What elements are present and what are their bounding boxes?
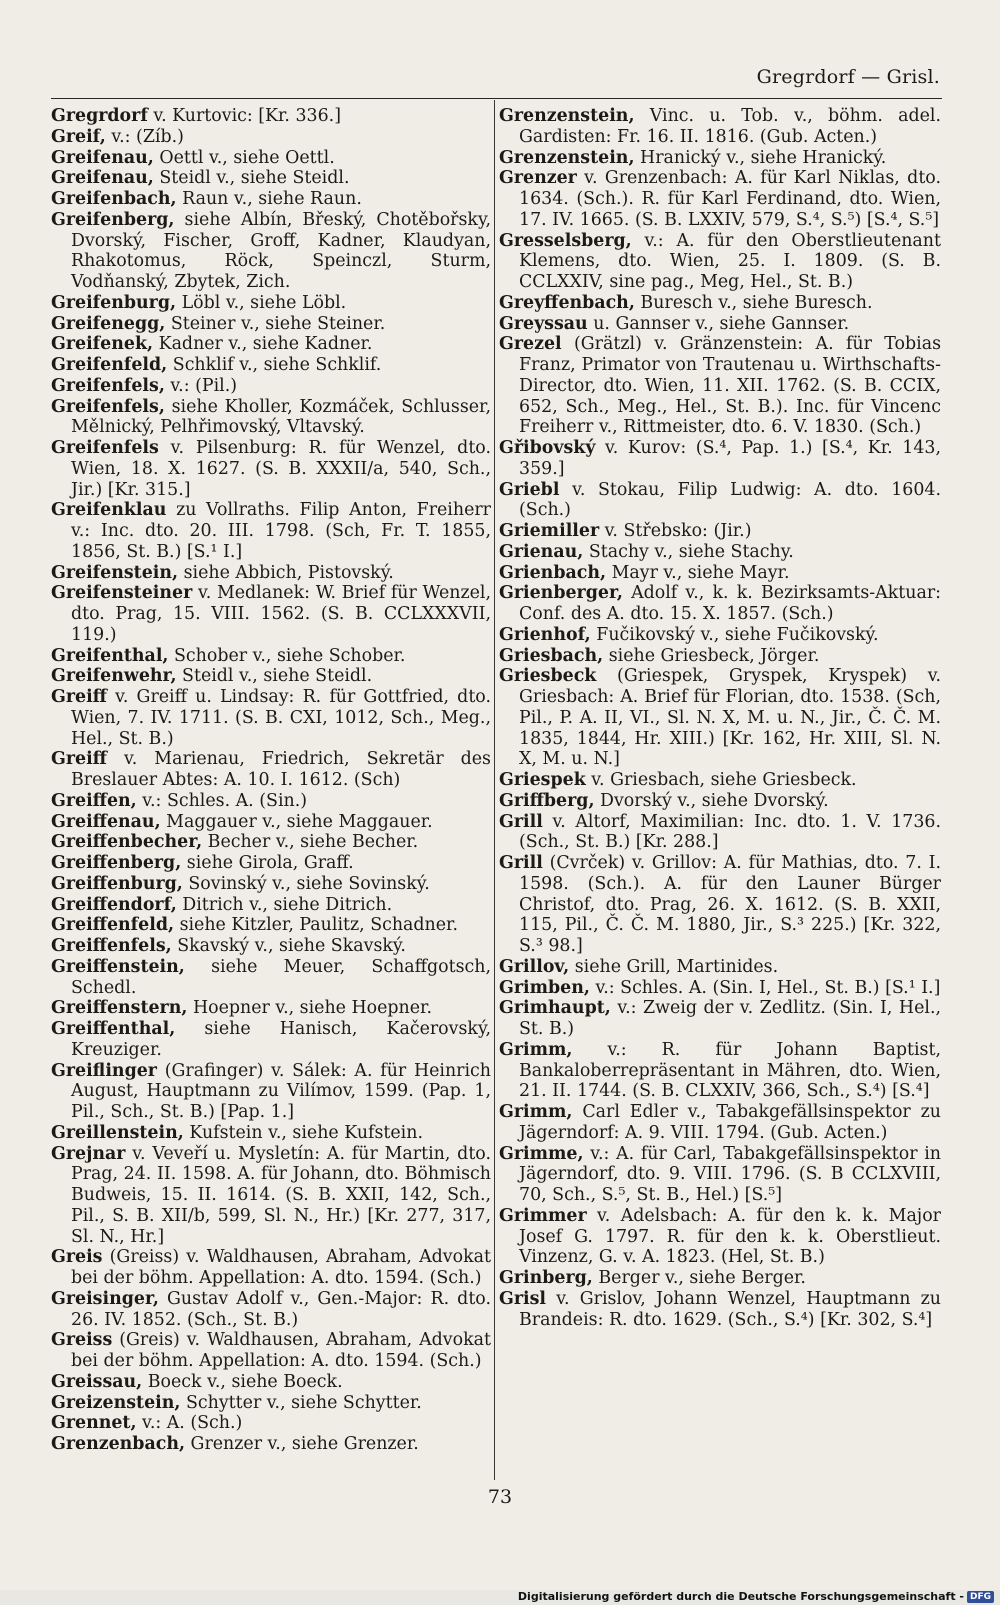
entry-text: Stachy v., siehe Stachy.: [583, 541, 794, 562]
entry-headword: Grimme,: [499, 1143, 584, 1164]
entry-text: Buresch v., siehe Buresch.: [634, 292, 873, 313]
entry-text: Maggauer v., siehe Maggauer.: [160, 811, 433, 832]
entry-text: (Grätzl) v. Gränzenstein: A. für Tobias Franz, Primator von Trautenau u. Wirthschafts-Director, dto. Wien, 11. XII. 1762. (S. B. CCIX, 652, Sch., Meg., Hel., St. B.). Inc. für Vincenc Freiherr v., Rittmeister, dto. 6. V. 1830. (Sch.): [519, 334, 941, 438]
register-entry: [499, 770, 941, 791]
register-entry: [499, 1268, 941, 1289]
register-entry: [499, 168, 941, 230]
column-divider: [494, 100, 495, 1480]
entry-text: Vinc. u. Tob. v., böhm. adel. Gardisten: Fr. 16. II. 1816. (Gub. Acten.): [519, 106, 941, 147]
entry-text: (Griespek, Gryspek, Kryspek) v. Griesbach: A. Brief für Florian, dto. 1538. (Sch, Pil., P. A. II, VI., Sl. N. X, M. u. N., Jir., Č. Č. M. 1835, 1844, Hr. XIII.) [Kr. 162, Hr. XIII, Sl. N. X, M. u. N.]: [519, 666, 941, 770]
entry-text: v. Kurtovic: [Kr. 336.]: [147, 106, 341, 126]
entry-headword: Griesbeck: [499, 666, 597, 687]
entry-headword: Grillov,: [499, 956, 570, 977]
entry-headword: Grimmer: [499, 1205, 587, 1226]
register-entry: [51, 293, 491, 314]
entry-text: Skavský v., siehe Skavský.: [171, 936, 406, 956]
entry-headword: Grenzer: [499, 168, 577, 189]
digitization-credit: [518, 1590, 994, 1603]
register-entry: [499, 998, 941, 1040]
entry-headword: Greifenau,: [51, 147, 154, 168]
entry-text: (Cvrček) v. Grillov: A. für Mathias, dto. 7. I. 1598. (Sch.). A. für den Launer Bürger Christof, dto. Prag, 26. X. 1612. (S. B. XXII, 115, Pil., Č. Č. M. 1880, Jir., S.³ 225.) [Kr. 322, S.³ 98.]: [519, 853, 941, 956]
entry-headword: Gresselsberg,: [499, 230, 632, 251]
entry-text: siehe Griesbeck, Jörger.: [603, 645, 820, 666]
entry-headword: Greifenegg,: [51, 313, 166, 334]
entry-headword: Greisinger,: [51, 1288, 159, 1309]
entry-text: siehe Girola, Graff.: [181, 853, 354, 873]
entry-headword: Grisl: [499, 1288, 547, 1309]
entry-headword: Greifenfels,: [51, 375, 165, 396]
entry-text: Dvorský v., siehe Dvorský.: [594, 790, 829, 811]
register-entry: [51, 1372, 491, 1393]
running-head: Gregrdorf — Grisl.: [756, 66, 940, 88]
entry-headword: Greiffen,: [51, 790, 137, 811]
register-entry: [51, 1061, 491, 1123]
entry-headword: Grinberg,: [499, 1268, 593, 1288]
register-entry: [51, 210, 491, 293]
entry-headword: Grezel: [499, 334, 562, 355]
register-entry: [51, 1247, 491, 1289]
register-entry: [499, 957, 941, 978]
register-entry: [499, 625, 941, 646]
register-entry: [51, 666, 491, 687]
entry-text: v.: Schles. A. (Sin. I, Hel., St. B.) [S.¹ I.]: [589, 977, 941, 998]
entry-text: siehe Abbich, Pistovský.: [178, 562, 394, 583]
entry-headword: Greiffenberg,: [51, 853, 182, 873]
register-entry: [499, 978, 941, 999]
entry-text: Kufstein v., siehe Kufstein.: [183, 1122, 423, 1143]
entry-headword: Gřibovský: [499, 438, 596, 458]
entry-text: (Grafinger) v. Sálek: A. für Heinrich August, Hauptmann zu Vilímov, 1599. (Pap. 1, Pil., Sch., St. B.) [Pap. 1.]: [71, 1060, 491, 1122]
entry-text: v. Altorf, Maximilian: Inc. dto. 1. V. 1736. (Sch., St. B.) [Kr. 288.]: [519, 811, 941, 853]
entry-headword: Grill: [499, 811, 543, 832]
register-entry: [51, 915, 491, 936]
register-entry: [51, 355, 491, 376]
register-entry: [51, 874, 491, 895]
register-entry: [51, 687, 491, 749]
entry-headword: Greizenstein,: [51, 1392, 181, 1413]
register-entry: [499, 791, 941, 812]
entry-headword: Griebl: [499, 479, 560, 500]
entry-headword: Greiffenstern,: [51, 998, 188, 1019]
entry-headword: Greifenklau: [51, 500, 167, 521]
register-entry: [499, 853, 941, 957]
entry-text: Hranický v., siehe Hranický.: [634, 147, 887, 168]
entry-text: Ditrich v., siehe Ditrich.: [176, 894, 393, 915]
entry-text: u. Gannser v., siehe Gannser.: [587, 313, 850, 334]
register-entry: [51, 1434, 491, 1455]
entry-headword: Grienau,: [499, 541, 584, 562]
register-entry: [51, 127, 491, 148]
register-entry: [51, 1289, 491, 1331]
entry-text: v. Veveří u. Mysletín: A. für Martin, dto. Prag, 24. II. 1598. A. für Johann, dto. Böhmisch Budweis, 15. II. 1614. (S. B. XXII, 142, Sch., Pil., S. B. XII/b, 599, Sl. N., Hr.) [Kr. 277, 317, Sl. N., Hr.]: [71, 1143, 491, 1247]
register-entry: [51, 189, 491, 210]
entry-headword: Greifenwehr,: [51, 666, 177, 687]
register-entry: [51, 106, 491, 127]
entry-text: Löbl v., siehe Löbl.: [176, 292, 347, 313]
register-entry: [499, 542, 941, 563]
register-entry: [51, 646, 491, 667]
entry-text: Mayr v., siehe Mayr.: [606, 562, 790, 583]
register-entry: [499, 231, 941, 293]
register-entry: [51, 376, 491, 397]
entry-text: siehe Meuer, Schaffgotsch, Schedl.: [71, 956, 491, 998]
entry-text: (Greiss) v. Waldhausen, Abraham, Advokat bei der böhm. Appellation: A. dto. 1594. (Sch.): [71, 1247, 491, 1288]
entry-text: v. Griesbach, siehe Griesbeck.: [585, 770, 857, 790]
entry-headword: Greyffenbach,: [499, 292, 635, 313]
register-entry: [499, 666, 941, 770]
entry-headword: Greifenfels,: [51, 396, 165, 417]
entry-headword: Greiffenburg,: [51, 873, 183, 894]
register-entry: [499, 314, 941, 335]
entry-headword: Greiffenau,: [51, 811, 161, 832]
entry-headword: Griemiller: [499, 521, 600, 541]
register-entry: [499, 646, 941, 667]
register-entry: [51, 853, 491, 874]
register-entry: [499, 1040, 941, 1102]
credit-text: Digitalisierung gefördert durch die Deutsche Forschungsgemeinschaft -: [517, 1590, 964, 1603]
left-column: [51, 106, 491, 1455]
register-entry: [51, 397, 491, 439]
register-entry: [499, 521, 941, 542]
entry-text: v.: Zweig der v. Zedlitz. (Sin. I, Hel., St. B.): [519, 998, 941, 1039]
entry-headword: Greiffenstein,: [51, 956, 185, 977]
entry-headword: Greifenek,: [51, 334, 154, 355]
entry-headword: Greiffenthal,: [51, 1019, 176, 1039]
register-entry: [51, 895, 491, 916]
entry-text: Berger v., siehe Berger.: [592, 1268, 806, 1288]
entry-headword: Greifenbach,: [51, 189, 177, 209]
register-entry: [499, 438, 941, 480]
entry-headword: Grimm,: [499, 1039, 573, 1060]
entry-text: Adolf v., k. k. Bezirksamts-Aktuar: Conf. des A. dto. 15. X. 1857. (Sch.): [519, 583, 941, 624]
entry-headword: Greiff: [51, 687, 107, 707]
register-entry: [51, 334, 491, 355]
register-entry: [499, 293, 941, 314]
register-entry: [51, 832, 491, 853]
entry-text: v. Grenzenbach: A. für Karl Niklas, dto. 1634. (Sch.). R. für Karl Ferdinand, dto. Wien, 17. IV. 1665. (S. B. LXXIV, 579, S.⁴, S.⁵) [S.⁴, S.⁵]: [519, 168, 941, 230]
entry-headword: Greiss: [51, 1330, 113, 1351]
entry-text: Grenzer v., siehe Grenzer.: [185, 1434, 419, 1454]
entry-text: siehe Kholler, Kozmáček, Schlusser, Mělnický, Pelhřimovský, Vltavský.: [71, 396, 491, 438]
entry-headword: Greifenburg,: [51, 292, 177, 313]
right-column: [499, 106, 941, 1330]
entry-headword: Greyssau: [499, 313, 588, 334]
entry-text: v.: A. (Sch.): [136, 1413, 243, 1434]
register-entry: [51, 1330, 491, 1372]
entry-headword: Grenzenstein,: [499, 147, 635, 168]
register-entry: [51, 812, 491, 833]
entry-headword: Greiffendorf,: [51, 894, 177, 915]
entry-text: v.: A. für Carl, Tabakgefällsinspektor in Jägerndorf, dto. 9. VIII. 1796. (S. B CCLXVIII, 70, Sch., S.⁵, St. B., Hel.) [S.⁵]: [519, 1143, 941, 1205]
entry-headword: Grimhaupt,: [499, 998, 611, 1019]
entry-headword: Grienbach,: [499, 562, 607, 583]
register-entry: [499, 1206, 941, 1268]
entry-text: zu Vollraths. Filip Anton, Freiherr v.: Inc. dto. 20. III. 1798. (Sch, Fr. T. 1855, 1856, St. B.) [S.¹ I.]: [71, 500, 491, 562]
register-entry: [51, 1019, 491, 1061]
register-entry: [51, 1123, 491, 1144]
register-entry: [51, 791, 491, 812]
entry-headword: Greifenau,: [51, 168, 154, 189]
entry-text: Schytter v., siehe Schytter.: [180, 1392, 422, 1413]
register-entry: [499, 812, 941, 854]
entry-headword: Grenzenstein,: [499, 106, 635, 126]
entry-headword: Gregrdorf: [51, 106, 148, 126]
entry-headword: Grill: [499, 853, 543, 873]
page-number: 73: [487, 1486, 513, 1508]
entry-text: Steidl v., siehe Steidl.: [153, 168, 350, 189]
entry-text: v. Střebsko: (Jir.): [599, 521, 752, 541]
register-entry: [51, 148, 491, 169]
entry-text: v. Stokau, Filip Ludwig: A. dto. 1604. (Sch.): [519, 479, 941, 521]
entry-text: Raun v., siehe Raun.: [176, 189, 362, 209]
entry-text: v. Adelsbach: A. für den k. k. Major Josef G. 1797. R. für den k. k. Oberstlieut. Vinzenz, G. v. A. 1823. (Hel, St. B.): [519, 1205, 941, 1268]
register-entry: [51, 583, 491, 645]
register-entry: [499, 106, 941, 148]
entry-headword: Greiff: [51, 749, 107, 770]
register-entry: [51, 936, 491, 957]
register-entry: [499, 563, 941, 584]
entry-headword: Grimben,: [499, 977, 590, 998]
entry-text: v. Pilsenburg: R. für Wenzel, dto. Wien, 18. X. 1627. (S. B. XXXII/a, 540, Sch., Jir.) [Kr. 315.]: [71, 438, 491, 500]
entry-text: v.: A. für den Oberstlieutenant Klemens, dto. Wien, 25. I. 1809. (S. B. CCLXXIV, sine pag., Meg, Hel., St. B.): [519, 230, 941, 292]
entry-text: Fučikovský v., siehe Fučikovský.: [590, 624, 879, 645]
entry-text: v. Medlanek: W. Brief für Wenzel, dto. Prag, 15. VIII. 1562. (S. B. CCLXXXVII, 119.): [71, 583, 491, 645]
entry-headword: Griespek: [499, 770, 586, 790]
entry-headword: Grimm,: [499, 1102, 573, 1122]
entry-headword: Griesbach,: [499, 645, 604, 666]
register-entry: [51, 1144, 491, 1248]
register-entry: [51, 168, 491, 189]
entry-headword: Greiffenfeld,: [51, 915, 175, 936]
entry-headword: Grienberger,: [499, 583, 623, 604]
entry-text: Schklif v., siehe Schklif.: [167, 355, 382, 375]
entry-text: Gustav Adolf v., Gen.-Major: R. dto. 26. IV. 1852. (Sch., St. B.): [71, 1288, 491, 1330]
entry-headword: Greifenfels: [51, 438, 159, 458]
entry-text: Oettl v., siehe Oettl.: [153, 147, 335, 168]
entry-headword: Greiffenbecher,: [51, 832, 203, 853]
entry-text: Steidl v., siehe Steidl.: [176, 666, 373, 687]
entry-text: v. Greiff u. Lindsay: R. für Gottfried, dto. Wien, 7. IV. 1711. (S. B. CXI, 1012, Sch., Meg., Hel., St. B.): [71, 687, 491, 749]
entry-text: siehe Hanisch, Kačerovský, Kreuziger.: [71, 1019, 491, 1060]
register-entry: [51, 438, 491, 500]
entry-headword: Greiflinger: [51, 1060, 157, 1081]
dfg-logo: DFG: [967, 1591, 994, 1603]
entry-headword: Greifenberg,: [51, 209, 175, 230]
entry-headword: Greissau,: [51, 1371, 143, 1392]
register-entry: [51, 749, 491, 791]
entry-headword: Greis: [51, 1247, 103, 1268]
entry-text: Becher v., siehe Becher.: [202, 832, 419, 853]
entry-headword: Griffberg,: [499, 790, 595, 811]
register-entry: [51, 563, 491, 584]
entry-headword: Greillenstein,: [51, 1122, 184, 1143]
register-entry: [499, 583, 941, 625]
entry-text: v. Grislov, Johann Wenzel, Hauptmann zu Brandeis: R. dto. 1629. (Sch., S.⁴) [Kr. 302, S.⁴]: [519, 1288, 941, 1330]
header-rule: [51, 98, 942, 99]
entry-headword: Greiffenfels,: [51, 936, 172, 956]
entry-text: v.: R. für Johann Baptist, Bankaloberrepräsentant in Mähren, dto. Wien, 21. II. 1744. (S. B. CLXXIV, 366, Sch., S.⁴) [S.⁴]: [519, 1039, 941, 1102]
entry-headword: Grienhof,: [499, 624, 591, 645]
entry-text: Sovinský v., siehe Sovinský.: [182, 873, 430, 894]
entry-headword: Grejnar: [51, 1143, 126, 1164]
entry-text: v.: (Pil.): [164, 375, 238, 396]
entry-text: Steiner v., siehe Steiner.: [165, 313, 386, 334]
entry-text: v.: (Zíb.): [105, 126, 184, 147]
entry-headword: Greifenstein,: [51, 562, 179, 583]
register-entry: [499, 1144, 941, 1206]
register-entry: [51, 957, 491, 999]
entry-headword: Greifenthal,: [51, 645, 169, 666]
register-entry: [51, 314, 491, 335]
register-entry: [51, 1393, 491, 1414]
entry-headword: Greifensteiner: [51, 583, 193, 604]
entry-text: v. Kurov: (S.⁴, Pap. 1.) [S.⁴, Kr. 143, 359.]: [519, 438, 941, 479]
entry-text: v. Marienau, Friedrich, Sekretär des Breslauer Abtes: A. 10. I. 1612. (Sch): [71, 749, 491, 790]
register-entry: [499, 148, 941, 169]
entry-text: Schober v., siehe Schober.: [168, 645, 406, 666]
entry-headword: Grenzenbach,: [51, 1434, 186, 1454]
entry-text: siehe Kitzler, Paulitz, Schadner.: [174, 915, 458, 936]
entry-text: Carl Edler v., Tabakgefällsinspektor zu Jägerndorf: A. 9. VIII. 1794. (Gub. Acten.): [519, 1102, 941, 1143]
entry-text: siehe Grill, Martinides.: [569, 956, 779, 977]
entry-text: Kadner v., siehe Kadner.: [153, 334, 373, 355]
entry-text: v.: Schles. A. (Sin.): [136, 790, 308, 811]
register-entry: [499, 1289, 941, 1331]
entry-text: Boeck v., siehe Boeck.: [142, 1371, 343, 1392]
entry-text: (Greis) v. Waldhausen, Abraham, Advokat bei der böhm. Appellation: A. dto. 1594. (Sch.): [71, 1330, 491, 1371]
entry-headword: Grennet,: [51, 1413, 137, 1434]
entry-text: Hoepner v., siehe Hoepner.: [187, 998, 432, 1019]
entry-text: siehe Albín, Břeský, Chotěbořsky, Dvorský, Fischer, Groff, Kadner, Klaudyan, Rhakotomus, Röck, Speinczl, Sturm, Vodňanský, Zbytek, Zich.: [71, 209, 491, 292]
entry-headword: Greifenfeld,: [51, 355, 168, 375]
register-entry: [499, 1102, 941, 1144]
register-entry: [51, 998, 491, 1019]
register-entry: [51, 1413, 491, 1434]
entry-headword: Greif,: [51, 126, 106, 147]
register-entry: [51, 500, 491, 562]
register-entry: [499, 480, 941, 522]
register-entry: [499, 334, 941, 438]
